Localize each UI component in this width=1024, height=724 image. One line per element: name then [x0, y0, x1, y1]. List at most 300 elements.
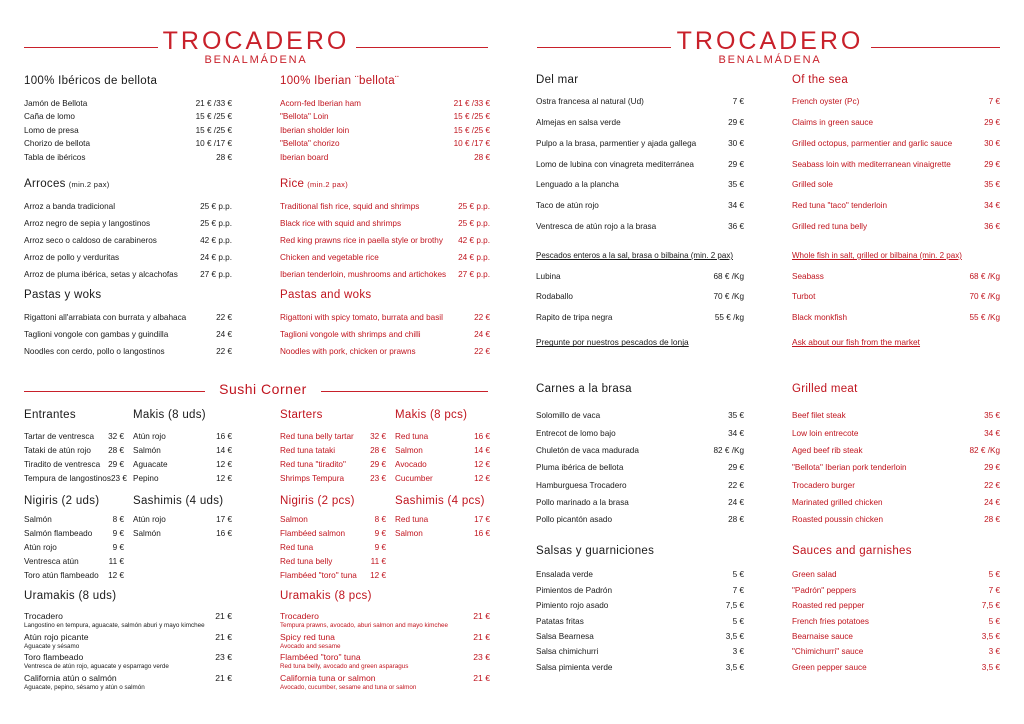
section-heading [395, 493, 490, 509]
section-note: (min.2 pax) [307, 180, 349, 189]
item-price: 12 € [216, 473, 232, 483]
item-price: 29 € [370, 459, 386, 469]
menu-item [280, 198, 490, 215]
sushi-rule-right [321, 391, 488, 392]
item-name: Arroz de pollo y verduritas [24, 252, 120, 262]
section-whole-fish [792, 248, 1000, 347]
menu-item [792, 442, 1000, 459]
item-price: 3,5 € [725, 662, 744, 672]
item-price: 68 € /Kg [713, 271, 744, 281]
item-name: Toro atún flambeado [24, 570, 99, 580]
section-of-the-sea [792, 72, 1000, 236]
menu-item [536, 112, 744, 133]
item-name: Red tuna [395, 514, 429, 524]
menu-item [536, 286, 744, 307]
section-title: 100% Iberian ¨bellota¨ [280, 75, 400, 87]
section-nigiris [24, 493, 124, 582]
section-heading [24, 287, 232, 303]
item-price: 29 € [728, 118, 744, 128]
item-price: 34 € [984, 200, 1000, 210]
item-price: 29 € [984, 159, 1000, 169]
item-price: 28 € [984, 515, 1000, 525]
item-name: "Chimichurri" sauce [792, 647, 864, 657]
item-name: Shrimps Tempura [280, 473, 345, 483]
menu-item [792, 407, 1000, 424]
item-name: Salsa Bearnesa [536, 632, 594, 642]
menu-item [536, 425, 744, 442]
item-price: 24 € p.p. [200, 252, 232, 262]
item-name: Rodaballo [536, 292, 573, 301]
menu-item [24, 232, 232, 249]
item-name: Flambéed "toro" tuna [280, 652, 361, 662]
item-name: Salsa pimienta verde [536, 662, 613, 672]
menu-item [536, 307, 744, 328]
section-heading [280, 407, 386, 423]
item-name: Caña de lomo [24, 112, 75, 121]
item-price: 21 € [215, 631, 232, 642]
item-price: 55 € /Kg [969, 312, 1000, 322]
menu-item [395, 526, 490, 540]
item-price: 3 € [732, 647, 744, 657]
item-price: 12 € [108, 570, 124, 580]
item-name: Pollo picantón asado [536, 515, 613, 525]
menu-item [792, 286, 1000, 307]
item-name: Rigattoni all'arrabiata con burrata y albahaca [24, 312, 187, 322]
menu-item [792, 133, 1000, 154]
item-name: Grilled sole [792, 180, 833, 190]
menu-item [280, 672, 490, 683]
menu-item [280, 123, 490, 137]
item-name: Red tuna [395, 431, 429, 441]
item-price: 11 € [108, 556, 124, 566]
item-price: 25 € p.p. [200, 218, 232, 228]
menu-item [792, 494, 1000, 511]
menu-item [536, 459, 744, 476]
item-price: 3,5 € [981, 632, 1000, 642]
item-price: 5 € [732, 616, 744, 626]
item-name: Roasted poussin chicken [792, 515, 884, 525]
menu-item [280, 443, 386, 457]
item-name: Flambéed salmon [280, 528, 346, 538]
menu-item [792, 613, 1000, 628]
item-price: 7,5 € [981, 601, 1000, 611]
section-del-mar [536, 72, 744, 236]
item-price: 32 € [108, 431, 124, 441]
item-name: Seabass loin with mediterranean vinaigrette [792, 159, 951, 169]
item-name: Red tuna belly [280, 556, 333, 566]
item-name: Arroz a banda tradicional [24, 201, 116, 211]
item-name: Cucumber [395, 473, 433, 483]
item-price: 22 € [984, 480, 1000, 490]
menu-item [24, 554, 124, 568]
menu-item [792, 216, 1000, 237]
item-name: Ventresca atún [24, 556, 79, 566]
section-title: Uramakis (8 uds) [24, 590, 117, 602]
section-entrantes [24, 407, 127, 485]
item-price: 25 € p.p. [458, 218, 490, 228]
item-name: Tiradito de ventresca [24, 459, 101, 469]
section-heading [24, 176, 232, 192]
item-name: Iberian sholder loin [280, 125, 350, 135]
section-title: Pastas and woks [280, 289, 372, 301]
section-carnes [536, 381, 744, 528]
item-price: 28 € [370, 445, 386, 455]
item-name: Chorizo de bellota [24, 139, 90, 148]
item-description: Ventresca de atún rojo, aguacate y esparrago verde [24, 663, 169, 671]
item-name: Salsa chimichurri [536, 647, 599, 657]
item-price: 32 € [370, 431, 386, 441]
item-price: 25 € p.p. [458, 201, 490, 211]
item-price: 35 € [728, 180, 744, 190]
menu-item [24, 96, 232, 110]
menu-item [280, 540, 386, 554]
item-name: Atún rojo [24, 542, 57, 552]
menu-item [133, 457, 232, 471]
item-name: Pepino [133, 473, 159, 483]
item-price: 16 € [216, 431, 232, 441]
item-name: Tempura de langostinos [24, 473, 111, 483]
item-name: Aged beef rib steak [792, 446, 863, 456]
section-uramakis-en [280, 588, 490, 693]
section-heading [395, 407, 490, 423]
item-description: Aguacate, pepino, sésamo y atún o salmón [24, 683, 145, 691]
menu-item [792, 154, 1000, 175]
item-name: Lomo de lubina con vinagreta mediterránea [536, 159, 694, 169]
item-name: Acorn-fed Iberian ham [280, 98, 362, 108]
item-name: Solomillo de vaca [536, 411, 601, 421]
item-price: 7 € [732, 585, 744, 595]
section-title: Arroces [24, 178, 66, 190]
item-name: California atún o salmón [24, 672, 117, 683]
item-name: "Bellota" Loin [280, 112, 329, 121]
item-price: 17 € [216, 514, 232, 524]
section-grilled-meat [792, 381, 1000, 528]
item-price: 16 € [216, 528, 232, 538]
item-price: 21 € /33 € [195, 98, 232, 108]
item-name: Flambéed "toro" tuna [280, 570, 357, 580]
item-description: Avocado and sesame [280, 642, 341, 650]
section-title: Sauces and garnishes [792, 545, 912, 557]
item-price: 3,5 € [725, 632, 744, 642]
section-title: Makis (8 uds) [133, 409, 206, 421]
item-name: Claims in green sauce [792, 118, 874, 128]
section-makis-en [395, 407, 490, 485]
menu-item [280, 457, 386, 471]
item-name: Spicy red tuna [280, 631, 335, 642]
item-name: Ensalada verde [536, 570, 593, 580]
item-price: 12 € [474, 473, 490, 483]
item-price: 22 € [474, 346, 490, 356]
menu-item [24, 249, 232, 266]
item-name: Arroz de pluma ibérica, setas y alcachofas [24, 269, 178, 279]
item-name: Beef filet steak [792, 411, 846, 421]
item-price: 22 € [474, 312, 490, 322]
menu-item [24, 526, 124, 540]
menu-item [395, 429, 490, 443]
item-name: California tuna or salmon [280, 672, 376, 683]
item-price: 24 € [984, 497, 1000, 507]
menu-item [536, 613, 744, 628]
menu-item [536, 583, 744, 598]
menu-item [536, 154, 744, 175]
item-price: 15 € /25 € [453, 112, 490, 121]
menu-item [24, 512, 124, 526]
logo: TROCADERO [162, 27, 350, 55]
item-price: 9 € [112, 542, 124, 552]
menu-item [280, 526, 386, 540]
item-name: Marinated grilled chicken [792, 497, 883, 507]
menu-item [24, 343, 232, 360]
item-price: 36 € [984, 221, 1000, 231]
menu-item [280, 249, 490, 266]
item-name: Pollo marinado a la brasa [536, 497, 629, 507]
item-price: 70 € /Kg [713, 292, 744, 301]
menu-item [792, 511, 1000, 528]
item-price: 27 € p.p. [200, 269, 232, 279]
menu-item [792, 629, 1000, 644]
section-title: 100% Ibéricos de bellota [24, 75, 158, 87]
item-name: Lomo de presa [24, 125, 79, 135]
item-name: Salmon [395, 528, 423, 538]
item-name: Red tuna belly tartar [280, 431, 354, 441]
section-title: Carnes a la brasa [536, 383, 632, 395]
menu-item [280, 96, 490, 110]
item-price: 23 € [370, 473, 386, 483]
item-name: Almejas en salsa verde [536, 118, 621, 128]
item-price: 16 € [474, 431, 490, 441]
section-title: Sashimis (4 uds) [133, 495, 224, 507]
section-subheading: Whole fish in salt, grilled or bilbaina (min. 2 pax) [792, 251, 962, 260]
item-price: 14 € [216, 445, 232, 455]
item-name: Low loin entrecote [792, 428, 859, 438]
item-name: Red king prawns rice in paella style or brothy [280, 235, 443, 245]
item-description: Langostino en tempura, aguacate, salmón aburi y mayo kimchee [24, 622, 205, 630]
item-price: 24 € [474, 329, 490, 339]
menu-item [280, 110, 490, 124]
menu-item [133, 429, 232, 443]
item-price: 9 € [374, 542, 386, 552]
item-name: Grilled octopus, parmentier and garlic sauce [792, 138, 953, 148]
menu-item [24, 266, 232, 283]
item-price: 35 € [984, 180, 1000, 190]
header-rule-right [871, 47, 1000, 48]
item-name: Salmon [280, 514, 308, 524]
menu-item [280, 471, 386, 485]
menu-item [536, 407, 744, 424]
menu-item [24, 309, 232, 326]
item-price: 9 € [374, 528, 386, 538]
section-title: Uramakis (8 pcs) [280, 590, 372, 602]
item-price: 55 € /kg [714, 312, 744, 322]
item-price: 23 € [215, 652, 232, 662]
item-name: Rapito de tripa negra [536, 312, 613, 322]
section-starters [280, 407, 386, 485]
section-heading [280, 588, 490, 604]
item-name: Arroz negro de sepia y langostinos [24, 218, 151, 228]
menu-item [792, 644, 1000, 659]
section-heading [536, 381, 744, 397]
item-price: 21 € [473, 611, 490, 621]
item-price: 7 € [988, 97, 1000, 107]
item-description: Red tuna belly, avocado and green asparagus [280, 663, 409, 671]
item-price: 5 € [732, 570, 744, 580]
section-title: Del mar [536, 74, 579, 86]
item-price: 82 € /Kg [713, 446, 744, 456]
menu-item [280, 232, 490, 249]
section-heading [536, 72, 744, 88]
item-name: Green salad [792, 570, 837, 580]
item-name: French oyster (Pc) [792, 97, 860, 107]
section-title: Of the sea [792, 74, 849, 86]
section-footer-note: Ask about our fish from the market [792, 337, 921, 348]
menu-item [792, 425, 1000, 442]
menu-item [280, 652, 490, 663]
item-price: 12 € [474, 459, 490, 469]
menu-item [792, 112, 1000, 133]
section-title: Makis (8 pcs) [395, 409, 468, 421]
menu-item [280, 568, 386, 582]
section-title: Nigiris (2 uds) [24, 495, 100, 507]
item-price: 8 € [374, 514, 386, 524]
item-price: 42 € p.p. [458, 235, 490, 245]
item-price: 3 € [988, 647, 1000, 657]
menu-item [280, 150, 490, 164]
menu-item [536, 216, 744, 237]
section-heading [792, 72, 1000, 88]
section-heading [536, 543, 744, 559]
section-subheading: Pescados enteros a la sal, brasa o bilbaina (min. 2 pax) [536, 251, 733, 260]
section-rice [280, 176, 490, 283]
section-heading [280, 176, 490, 192]
item-price: 24 € [728, 497, 744, 507]
item-price: 29 € [728, 159, 744, 169]
menu-item [280, 215, 490, 232]
section-makis [133, 407, 232, 485]
item-price: 17 € [474, 514, 490, 524]
menu-item [395, 512, 490, 526]
item-price: 35 € [984, 411, 1000, 421]
header-rule-left [24, 47, 158, 48]
sushi-corner-title: Sushi Corner [219, 381, 307, 397]
item-name: Trocadero [24, 611, 63, 621]
menu-item [536, 629, 744, 644]
item-name: Noodles con cerdo, pollo o langostinos [24, 346, 165, 356]
item-name: French fries potatoes [792, 616, 869, 626]
item-price: 8 € [112, 514, 124, 524]
item-name: Tartar de ventresca [24, 431, 95, 441]
item-name: Tataki de atún rojo [24, 445, 91, 455]
item-name: Lubina [536, 271, 561, 281]
menu-item [24, 326, 232, 343]
section-uramakis [24, 588, 232, 693]
section-footer-note: Pregunte por nuestros pescados de lonja [536, 337, 689, 348]
item-name: Taglioni vongole with shrimps and chilli [280, 329, 421, 339]
section-heading [24, 407, 124, 423]
item-name: Tabla de ibéricos [24, 152, 86, 162]
item-name: Trocadero [280, 611, 319, 621]
item-name: Turbot [792, 292, 816, 301]
section-heading [280, 493, 386, 509]
section-iberian [280, 73, 490, 164]
item-name: Atún rojo picante [24, 631, 89, 642]
item-name: Toro flambeado [24, 652, 84, 662]
section-ibericos [24, 73, 232, 164]
item-price: 14 € [474, 445, 490, 455]
item-price: 21 € [215, 611, 232, 621]
item-price: 30 € [728, 138, 744, 148]
item-name: Rigattoni with spicy tomato, burrata and basil [280, 312, 443, 322]
menu-item [792, 567, 1000, 582]
header-rule-right [356, 47, 488, 48]
item-name: Pimientos de Padrón [536, 585, 613, 595]
item-price: 34 € [984, 428, 1000, 438]
menu-item [792, 266, 1000, 287]
menu-item [24, 471, 127, 485]
item-price: 15 € /25 € [195, 112, 232, 121]
item-price: 21 € /33 € [453, 98, 490, 108]
sushi-rule-left [24, 391, 205, 392]
item-price: 15 € /25 € [453, 125, 490, 135]
item-price: 29 € [108, 459, 124, 469]
item-price: 15 € /25 € [195, 125, 232, 135]
menu-item [133, 512, 232, 526]
item-name: Red tuna "taco" tenderloin [792, 200, 888, 210]
item-description: Tempura prawns, avocado, aburi salmon and mayo kimchee [280, 622, 449, 630]
section-heading [133, 407, 232, 423]
item-name: Pluma ibérica de bellota [536, 463, 624, 473]
section-heading [280, 287, 490, 303]
item-price: 34 € [728, 200, 744, 210]
section-sauces [792, 543, 1000, 675]
item-price: 7 € [988, 585, 1000, 595]
item-price: 21 € [473, 672, 490, 683]
menu-item [280, 326, 490, 343]
menu-item [792, 195, 1000, 216]
section-heading [792, 381, 1000, 397]
section-nigiris-en [280, 493, 386, 582]
menu-item [24, 457, 124, 471]
item-name: Salmón [133, 445, 161, 455]
item-name: Seabass [792, 271, 824, 281]
menu-item [792, 174, 1000, 195]
item-name: Bearnaise sauce [792, 632, 853, 642]
item-price: 12 € [216, 459, 232, 469]
section-title: Entrantes [24, 409, 76, 421]
header-rule-left [537, 47, 671, 48]
menu-item [24, 611, 232, 622]
menu-item [24, 215, 232, 232]
item-name: Pimiento rojo asado [536, 601, 609, 611]
item-description: Aguacate y sésamo [24, 642, 80, 650]
menu-item [280, 512, 386, 526]
section-title: Nigiris (2 pcs) [280, 495, 355, 507]
item-name: Black monkfish [792, 312, 848, 322]
section-heading [133, 493, 232, 509]
item-price: 22 € [728, 480, 744, 490]
item-price: 21 € [473, 631, 490, 642]
menu-item [24, 568, 124, 582]
section-heading [24, 73, 232, 89]
menu-item [133, 526, 232, 540]
item-name: Black rice with squid and shrimps [280, 218, 402, 228]
item-name: Salmón [24, 514, 52, 524]
menu-item [792, 598, 1000, 613]
item-name: Salmón [133, 528, 161, 538]
item-name: Traditional fish rice, squid and shrimps [280, 201, 420, 211]
menu-item [24, 540, 124, 554]
item-name: Chicken and vegetable rice [280, 252, 379, 262]
section-note: (min.2 pax) [68, 180, 110, 189]
